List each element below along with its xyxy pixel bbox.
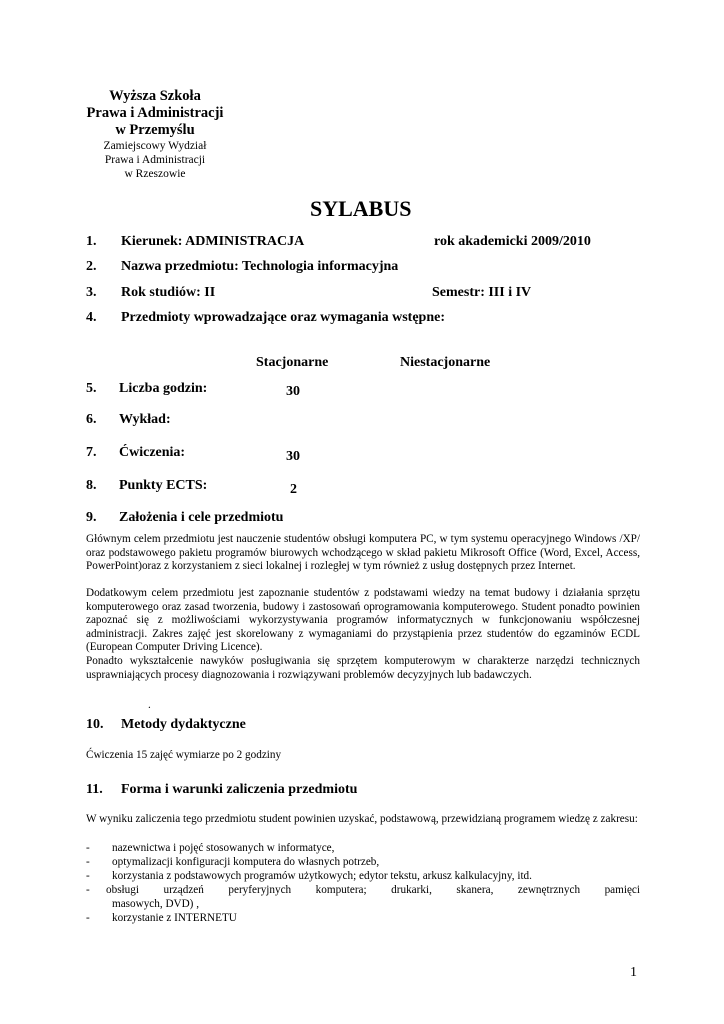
column-stationary: Stacjonarne bbox=[256, 355, 329, 370]
stray-dot: . bbox=[148, 699, 151, 711]
item-3-number: 3. bbox=[86, 285, 97, 300]
item-2-number: 2. bbox=[86, 259, 97, 274]
list-item bbox=[86, 842, 640, 856]
page-number: 1 bbox=[630, 965, 637, 980]
section-10-title: Metody dydaktyczne bbox=[121, 717, 246, 732]
column-non-stationary: Niestacjonarne bbox=[400, 355, 491, 370]
school-name-line2: Prawa i Administracji bbox=[86, 105, 224, 121]
section-11-title: Forma i warunki zaliczenia przedmiotu bbox=[121, 782, 358, 797]
item-7-number: 7. bbox=[86, 445, 97, 460]
item-6-label: Wykład: bbox=[119, 412, 171, 427]
list-bullet: - bbox=[86, 884, 90, 896]
item-1-academic-year: rok akademicki 2009/2010 bbox=[434, 234, 591, 249]
section-10-text: Ćwiczenia 15 zajęć wymiarze po 2 godziny bbox=[86, 749, 282, 761]
item-5-value: 30 bbox=[286, 384, 300, 399]
section-9-paragraph-3: Ponadto wykształcenie nawyków posługiwania się sprzętem komputerowym w charakterze narzędzi technicznych usprawniających procesy diagnozowania i rozwiązywani problemów decyzyjnych lub badawczych. bbox=[86, 655, 640, 681]
item-8-number: 8. bbox=[86, 478, 97, 493]
item-5-number: 5. bbox=[86, 381, 97, 396]
section-9-paragraph-1: Głównym celem przedmiotu jest nauczenie studentów obsługi komputera PC, w tym systemu operacyjnego Windows /XP/ oraz podstawowego pakietu programów biurowych wchodzącego w skład pakietu Mikrosoft Office (Word, Excel, Access, PowerPoint)oraz z korzystaniem z sieci lokalnej i rozległej w tym również z usług dostępnych przez Internet. bbox=[86, 533, 640, 572]
school-name-line3: w Przemyślu bbox=[115, 122, 195, 138]
item-1-label: Kierunek: ADMINISTRACJA bbox=[121, 234, 305, 249]
list-bullet: - bbox=[86, 870, 90, 882]
item-7-label: Ćwiczenia: bbox=[119, 445, 186, 460]
section-9-paragraph-2: Dodatkowym celem przedmiotu jest zapoznanie studentów z podstawami wiedzy na temat budowy i działania sprzętu komputerowego oraz zasad tworzenia, budowy i zastosowań oprogramowania komputerowego. Student ponadto powinien zapoznać się z możliwościami wykorzystywania programów informatycznych w funkcjonowaniu współczesnej administracji. Zakres zajęć jest skorelowany z wymaganiami do przystąpienia przez studentów do egzaminów ECDL (European Computer Driving Licence). bbox=[86, 587, 640, 653]
item-3-semester: Semestr: III i IV bbox=[432, 285, 532, 300]
school-header bbox=[60, 88, 250, 181]
list-item bbox=[86, 870, 640, 884]
item-2-label: Nazwa przedmiotu: Technologia informacyjna bbox=[121, 259, 399, 274]
section-9-number: 9. bbox=[86, 510, 97, 525]
item-8-label: Punkty ECTS: bbox=[119, 478, 208, 493]
item-7-value: 30 bbox=[286, 449, 300, 464]
list-bullet: - bbox=[86, 856, 90, 868]
list-item-text: optymalizacji konfiguracji komputera do własnych potrzeb, bbox=[112, 856, 380, 868]
item-5-label: Liczba godzin: bbox=[119, 381, 208, 396]
list-bullet: - bbox=[86, 842, 90, 854]
list-item bbox=[86, 856, 640, 870]
item-3-label: Rok studiów: II bbox=[121, 285, 216, 300]
item-1-number: 1. bbox=[86, 234, 97, 249]
faculty-line2: Prawa i Administracji bbox=[104, 154, 206, 166]
list-bullet: - bbox=[86, 912, 90, 924]
item-8-value: 2 bbox=[290, 482, 297, 497]
item-6-number: 6. bbox=[86, 412, 97, 427]
list-item bbox=[86, 912, 640, 926]
section-10-number: 10. bbox=[86, 717, 104, 732]
faculty-line1: Zamiejscowy Wydział bbox=[103, 140, 207, 152]
list-item-text: masowych, DVD) , bbox=[112, 898, 199, 910]
list-item-text: korzystania z podstawowych programów użytkowych; edytor tekstu, arkusz kalkulacyjny, itd. bbox=[112, 870, 532, 882]
list-item-text: nazewnictwa i pojęć stosowanych w informatyce, bbox=[112, 842, 335, 854]
list-item-text: obsługi urządzeń peryferyjnych komputera; drukarki, skanera, zewnętrznych pamięci bbox=[106, 884, 640, 896]
list-item-text: korzystanie z INTERNETU bbox=[112, 912, 237, 924]
item-4-label: Przedmioty wprowadzające oraz wymagania wstępne: bbox=[121, 310, 446, 325]
list-item bbox=[86, 884, 640, 898]
faculty-line3: w Rzeszowie bbox=[124, 168, 186, 180]
school-name-line1: Wyższa Szkoła bbox=[109, 88, 201, 104]
section-9-title: Założenia i cele przedmiotu bbox=[119, 510, 284, 525]
page-title: SYLABUS bbox=[310, 196, 412, 221]
section-11-intro: W wyniku zaliczenia tego przedmiotu student powinien uzyskać, podstawową, przewidzianą programem wiedzę z zakresu: bbox=[86, 813, 638, 825]
section-11-number: 11. bbox=[86, 782, 103, 797]
item-4-number: 4. bbox=[86, 310, 97, 325]
list-item-continuation bbox=[112, 898, 632, 912]
